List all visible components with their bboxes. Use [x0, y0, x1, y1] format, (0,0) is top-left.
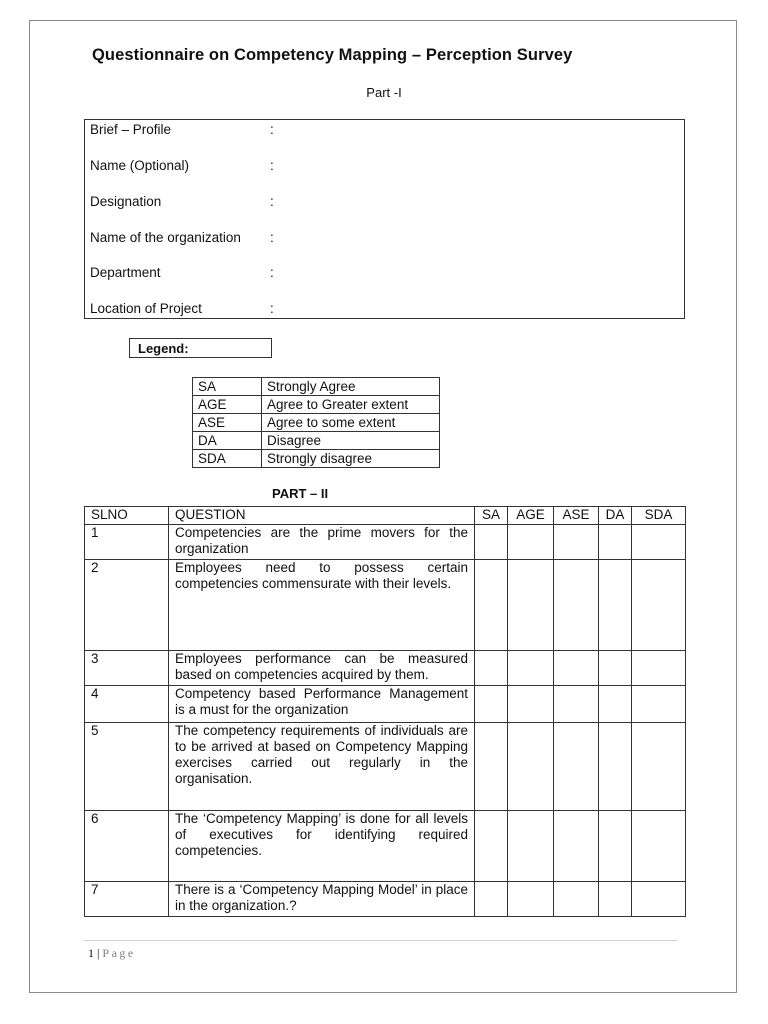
row-number: 7: [85, 882, 169, 917]
response-cell-sda[interactable]: [632, 525, 686, 560]
response-cell-sda[interactable]: [632, 882, 686, 917]
response-cell-sa[interactable]: [475, 560, 508, 651]
response-cell-da[interactable]: [599, 811, 632, 882]
row-number: 3: [85, 651, 169, 686]
profile-row-location: [90, 301, 274, 316]
legend-row: [193, 396, 440, 414]
legend-abbr: SA: [193, 378, 262, 396]
table-header-row: [85, 507, 686, 525]
profile-row-department: [90, 265, 274, 280]
column-header-ase: ASE: [554, 507, 599, 525]
response-cell-sda[interactable]: [632, 560, 686, 651]
response-cell-sda[interactable]: [632, 651, 686, 686]
legend-meaning: Strongly Agree: [262, 378, 440, 396]
response-cell-age[interactable]: [508, 882, 554, 917]
footer-divider: [84, 940, 677, 941]
column-header-age: AGE: [508, 507, 554, 525]
table-row: [85, 723, 686, 811]
response-cell-da[interactable]: [599, 723, 632, 811]
question-text: Employees performance can be measured based on competencies acquired by them.: [169, 651, 475, 686]
response-cell-ase[interactable]: [554, 882, 599, 917]
part-two-heading: PART – II: [272, 486, 329, 501]
row-number: 4: [85, 686, 169, 723]
question-text: The ‘Competency Mapping’ is done for all levels of executives for identifying required competencies.: [169, 811, 475, 882]
profile-box: [84, 119, 685, 319]
table-row: [85, 686, 686, 723]
legend-row: [193, 450, 440, 468]
profile-label: Name of the organization: [90, 230, 241, 245]
legend-row: [193, 432, 440, 450]
legend-heading: Legend:: [129, 338, 272, 358]
response-cell-ase[interactable]: [554, 560, 599, 651]
column-header-slno: SLNO: [85, 507, 169, 525]
table-row: [85, 882, 686, 917]
legend-meaning: Disagree: [262, 432, 440, 450]
profile-row-brief: [90, 122, 274, 137]
response-cell-sa[interactable]: [475, 811, 508, 882]
legend-abbr: SDA: [193, 450, 262, 468]
response-cell-sa[interactable]: [475, 525, 508, 560]
legend-meaning: Strongly disagree: [262, 450, 440, 468]
response-cell-ase[interactable]: [554, 525, 599, 560]
questionnaire-table: [84, 506, 686, 917]
question-text: Employees need to possess certain competencies commensurate with their levels.: [169, 560, 475, 651]
response-cell-sda[interactable]: [632, 686, 686, 723]
profile-row-designation: [90, 194, 274, 209]
table-row: [85, 560, 686, 651]
profile-row-name: [90, 158, 274, 173]
row-number: 2: [85, 560, 169, 651]
column-header-question: QUESTION: [169, 507, 475, 525]
page-word: Page: [102, 946, 136, 960]
response-cell-da[interactable]: [599, 686, 632, 723]
response-cell-ase[interactable]: [554, 811, 599, 882]
response-cell-sda[interactable]: [632, 723, 686, 811]
profile-label: Designation: [90, 194, 162, 209]
table-row: [85, 651, 686, 686]
profile-row-organization: [90, 230, 274, 245]
footer-separator: |: [97, 946, 100, 960]
response-cell-da[interactable]: [599, 882, 632, 917]
column-header-da: DA: [599, 507, 632, 525]
legend-meaning: Agree to Greater extent: [262, 396, 440, 414]
profile-colon: :: [270, 265, 274, 280]
response-cell-da[interactable]: [599, 560, 632, 651]
part-one-heading: Part -I: [366, 85, 402, 100]
question-text: There is a ‘Competency Mapping Model’ in place in the organization.?: [169, 882, 475, 917]
row-number: 6: [85, 811, 169, 882]
column-header-sda: SDA: [632, 507, 686, 525]
profile-colon: :: [270, 301, 274, 316]
question-text: The competency requirements of individuals are to be arrived at based on Competency Mapping exercises carried out regularly in the organisation.: [169, 723, 475, 811]
table-row: [85, 525, 686, 560]
page-footer: [88, 946, 136, 961]
legend-row: [193, 414, 440, 432]
response-cell-sa[interactable]: [475, 651, 508, 686]
question-text: Competency based Performance Management is a must for the organization: [169, 686, 475, 723]
legend-row: [193, 378, 440, 396]
row-number: 1: [85, 525, 169, 560]
profile-label: Department: [90, 265, 161, 280]
table-row: [85, 811, 686, 882]
row-number: 5: [85, 723, 169, 811]
legend-abbr: ASE: [193, 414, 262, 432]
profile-label: Brief – Profile: [90, 122, 172, 137]
response-cell-age[interactable]: [508, 525, 554, 560]
legend-meaning: Agree to some extent: [262, 414, 440, 432]
profile-colon: :: [270, 158, 274, 173]
question-text: Competencies are the prime movers for the organization: [169, 525, 475, 560]
response-cell-ase[interactable]: [554, 651, 599, 686]
response-cell-sda[interactable]: [632, 811, 686, 882]
response-cell-ase[interactable]: [554, 686, 599, 723]
response-cell-da[interactable]: [599, 525, 632, 560]
legend-abbr: AGE: [193, 396, 262, 414]
profile-label: Name (Optional): [90, 158, 190, 173]
page-number: 1: [88, 946, 94, 960]
profile-colon: :: [270, 194, 274, 209]
response-cell-age[interactable]: [508, 560, 554, 651]
response-cell-da[interactable]: [599, 651, 632, 686]
response-cell-sa[interactable]: [475, 882, 508, 917]
response-cell-age[interactable]: [508, 686, 554, 723]
document-title: Questionnaire on Competency Mapping – Perception Survey: [92, 46, 573, 64]
legend-abbr: DA: [193, 432, 262, 450]
profile-label: Location of Project: [90, 301, 202, 316]
response-cell-age[interactable]: [508, 723, 554, 811]
response-cell-age[interactable]: [508, 651, 554, 686]
legend-table: [192, 377, 440, 468]
profile-colon: :: [270, 230, 274, 245]
response-cell-ase[interactable]: [554, 723, 599, 811]
profile-colon: :: [270, 122, 274, 137]
response-cell-sa[interactable]: [475, 686, 508, 723]
response-cell-sa[interactable]: [475, 723, 508, 811]
response-cell-age[interactable]: [508, 811, 554, 882]
column-header-sa: SA: [475, 507, 508, 525]
